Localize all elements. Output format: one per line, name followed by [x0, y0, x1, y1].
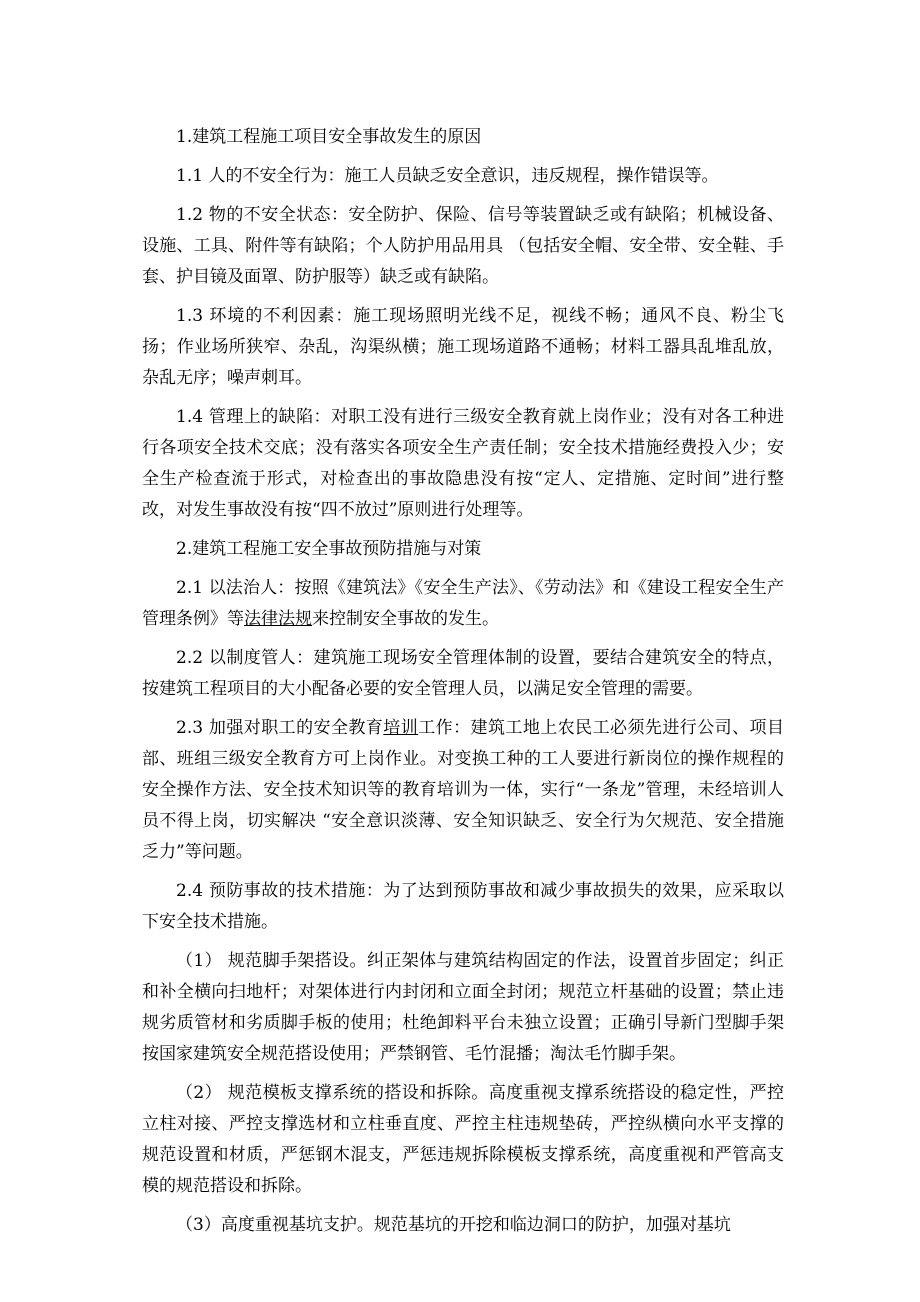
paragraph-2-4: 2.4 预防事故的技术措施：为了达到预防事故和减少事故损失的效果，应采取以下安全技术措施。	[142, 881, 784, 932]
paragraph-2-3	[142, 713, 784, 868]
list-item-3: （3）高度重视基坑支护。规范基坑的开挖和临边洞口的防护，加强对基坑	[176, 1215, 731, 1235]
document-page	[142, 122, 784, 1249]
paragraph-1-4: 1.4 管理上的缺陷：对职工没有进行三级安全教育就上岗作业；没有对各工种进行各项安全技术交底；没有落实各项安全生产责任制；安全技术措施经费投入少；安全生产检查流于形式，对检查出的事故隐患没有按“定人、定措施、定时间”进行整改，对发生事故没有按“四不放过”原则进行处理等。	[142, 407, 784, 520]
paragraph-2-3-text-after: 工作：建筑工地上农民工必须先进行公司、项目部、班组三级安全教育方可上岗作业。对变换工种的工人要进行新岗位的操作规程的安全操作方法、安全技术知识等的教育培训为一体，实行“一条龙”管理，未经培训人员不得上岗，切实解决 “安全意识淡薄、安全知识缺乏、安全行为欠规范、安全措施乏力”等问题。	[142, 718, 785, 862]
paragraph-2-1	[142, 573, 784, 635]
paragraph-1-1: 1.1 人的不安全行为：施工人员缺乏安全意识，违反规程，操作错误等。	[176, 166, 719, 186]
list-item-2: （2） 规范模板支撑系统的搭设和拆除。高度重视支撑系统搭设的稳定性，严控立柱对接、严控支撑选材和立柱垂直度、严控主柱违规垫砖，严控纵横向水平支撑的规范设置和材质，严惩钢木混支，严惩违规拆除模板支撑系统，高度重视和严管高支模的规范搭设和拆除。	[142, 1083, 784, 1196]
paragraph-2-1-text-before: 2.1 以法治人：按照《建筑法》《安全生产法》、《劳动法》和《建设工程安全生产管理条例》等	[142, 578, 784, 629]
paragraph-2-2: 2.2 以制度管人：建筑施工现场安全管理体制的设置，要结合建筑安全的特点，按建筑工程项目的大小配备必要的安全管理人员，以满足安全管理的需要。	[142, 648, 784, 699]
training-link[interactable]: 培训	[383, 718, 419, 738]
section-heading-2: 2.建筑工程施工安全事故预防措施与对策	[176, 539, 482, 559]
paragraph-2-3-text-before: 2.3 加强对职工的安全教育	[176, 718, 384, 738]
section-heading-1: 1.建筑工程施工项目安全事故发生的原因	[176, 127, 482, 147]
paragraph-1-2: 1.2 物的不安全状态：安全防护、保险、信号等装置缺乏或有缺陷；机械设备、设施、工具、附件等有缺陷；个人防护用品用具 （包括安全帽、安全带、安全鞋、手套、护目镜及面罩、防护服等）缺乏或有缺陷。	[142, 205, 784, 287]
paragraph-2-1-text-after: 来控制安全事故的发生。	[312, 609, 499, 629]
list-item-1: （1） 规范脚手架搭设。纠正架体与建筑结构固定的作法，设置首步固定；纠正和补全横向扫地杆；对架体进行内封闭和立面全封闭；规范立杆基础的设置；禁止违规劣质管材和劣质脚手板的使用；杜绝卸料平台未独立设置；正确引导新门型脚手架按国家建筑安全规范搭设使用；严禁钢管、毛竹混播；淘汰毛竹脚手架。	[142, 951, 784, 1064]
paragraph-1-3: 1.3 环境的不利因素：施工现场照明光线不足，视线不畅；通风不良、粉尘飞扬；作业场所狭窄、杂乱，沟渠纵横；施工现场道路不通畅；材料工器具乱堆乱放，杂乱无序；噪声刺耳。	[142, 306, 784, 388]
laws-regulations-link[interactable]: 法律法规	[244, 609, 312, 629]
